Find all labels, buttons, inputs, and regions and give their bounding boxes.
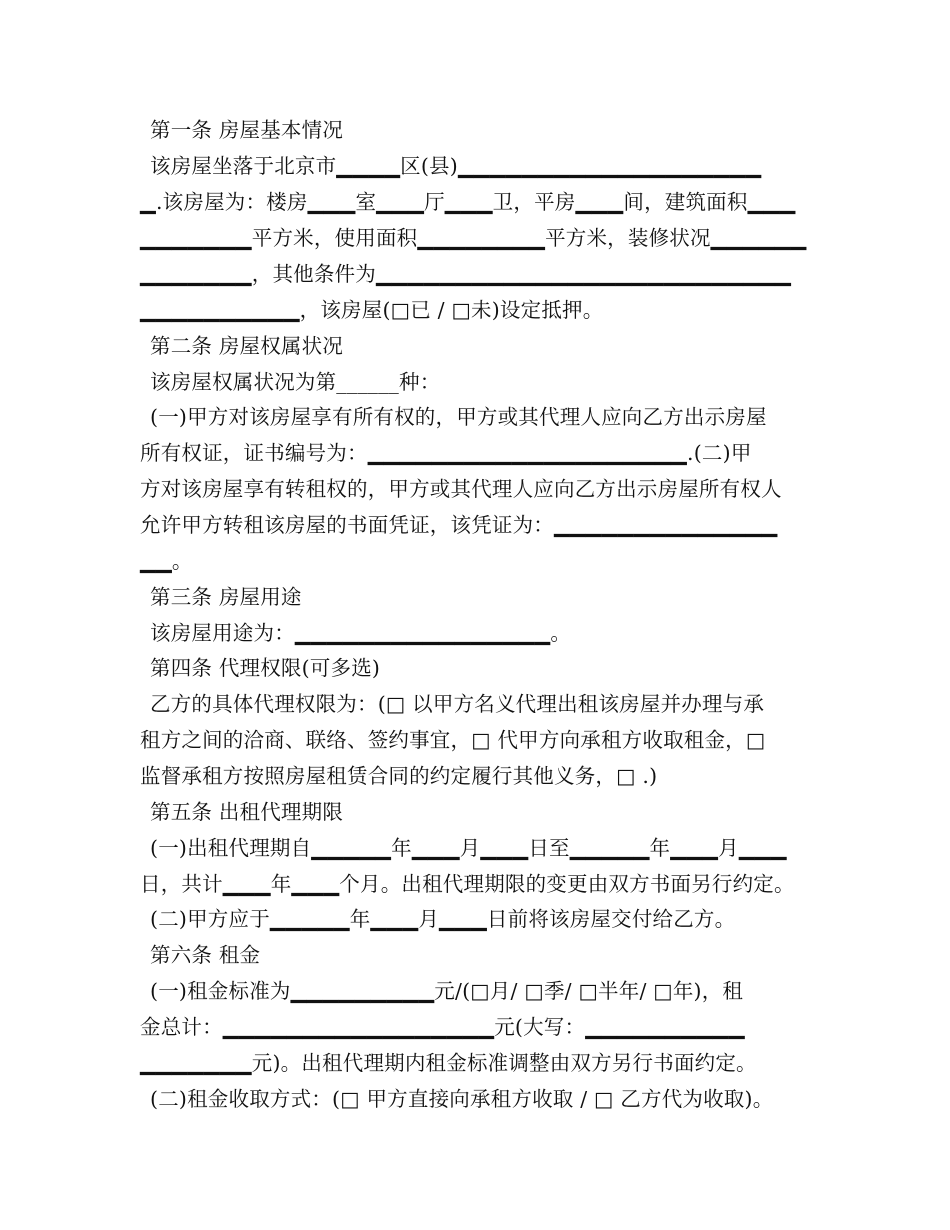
section-4-line: 乙方的具体代理权限为：(□ 以甲方名义代理出租该房屋并办理与承 bbox=[150, 692, 765, 716]
section-5-line: (一)出租代理期自▁▁▁▁▁年▁▁▁月▁▁▁日至▁▁▁▁▁年▁▁▁月▁▁▁ bbox=[150, 836, 787, 860]
section-4-line: 租方之间的洽商、联络、签约事宜，□ 代甲方向承租方收取租金，□ bbox=[140, 728, 766, 752]
section-3-line: 该房屋用途为：▁▁▁▁▁▁▁▁▁▁▁▁▁▁▁▁。 bbox=[150, 621, 572, 645]
section-2-line: 方对该房屋享有转租权的，甲方或其代理人应向乙方出示房屋所有权人 bbox=[140, 477, 782, 501]
section-2-line: (一)甲方对该房屋享有所有权的，甲方或其代理人应向乙方出示房屋 bbox=[150, 405, 767, 429]
section-4-line: 监督承租方按照房屋租赁合同的约定履行其他义务，□ .) bbox=[140, 764, 658, 788]
section-1-heading: 第一条 房屋基本情况 bbox=[150, 118, 344, 142]
section-5-heading: 第五条 出租代理期限 bbox=[150, 800, 344, 824]
section-1-line: 该房屋坐落于北京市▁▁▁▁区(县)▁▁▁▁▁▁▁▁▁▁▁▁▁▁▁▁▁▁▁ bbox=[150, 154, 762, 178]
section-6-heading: 第六条 租金 bbox=[150, 943, 261, 967]
section-1-line: ▁▁▁▁▁▁▁▁▁▁，该房屋(□已 / □未)设定抵押。 bbox=[140, 298, 604, 322]
section-2-line: 该房屋权属状况为第______种： bbox=[150, 370, 441, 394]
section-2-line: 所有权证，证书编号为：▁▁▁▁▁▁▁▁▁▁▁▁▁▁▁▁▁▁▁▁.(二)甲 bbox=[140, 441, 752, 465]
section-3-heading: 第三条 房屋用途 bbox=[150, 585, 302, 609]
section-2-line: ▁▁。 bbox=[140, 549, 193, 573]
section-2-heading: 第二条 房屋权属状况 bbox=[150, 334, 344, 358]
section-2-line: 允许甲方转租该房屋的书面凭证，该凭证为：▁▁▁▁▁▁▁▁▁▁▁▁▁▁ bbox=[140, 513, 778, 537]
section-5-line: (二)甲方应于▁▁▁▁▁年▁▁▁月▁▁▁日前将该房屋交付给乙方。 bbox=[150, 907, 736, 931]
section-4-heading: 第四条 代理权限(可多选) bbox=[150, 656, 381, 680]
section-6-line: 金总计：▁▁▁▁▁▁▁▁▁▁▁▁▁▁▁▁▁元(大写：▁▁▁▁▁▁▁▁▁▁ bbox=[140, 1015, 745, 1039]
section-1-line: ▁.该房屋为：楼房▁▁▁室▁▁▁厅▁▁▁卫，平房▁▁▁间，建筑面积▁▁▁ bbox=[140, 190, 796, 214]
section-6-line: ▁▁▁▁▁▁▁元)。出租代理期内租金标准调整由双方另行书面约定。 bbox=[140, 1051, 757, 1075]
section-1-line: ▁▁▁▁▁▁▁平方米，使用面积▁▁▁▁▁▁▁▁平方米，装修状况▁▁▁▁▁▁ bbox=[140, 226, 807, 250]
section-5-line: 日，共计▁▁▁年▁▁▁个月。出租代理期限的变更由双方书面另行约定。 bbox=[140, 872, 795, 896]
section-6-line: (二)租金收取方式：(□ 甲方直接向承租方收取 / □ 乙方代为收取)。 bbox=[150, 1087, 774, 1111]
section-1-line: ▁▁▁▁▁▁▁，其他条件为▁▁▁▁▁▁▁▁▁▁▁▁▁▁▁▁▁▁▁▁▁▁▁▁▁▁ bbox=[140, 262, 792, 286]
section-6-line: (一)租金标准为▁▁▁▁▁▁▁▁▁元/(□月/ □季/ □半年/ □年)，租 bbox=[150, 979, 744, 1003]
